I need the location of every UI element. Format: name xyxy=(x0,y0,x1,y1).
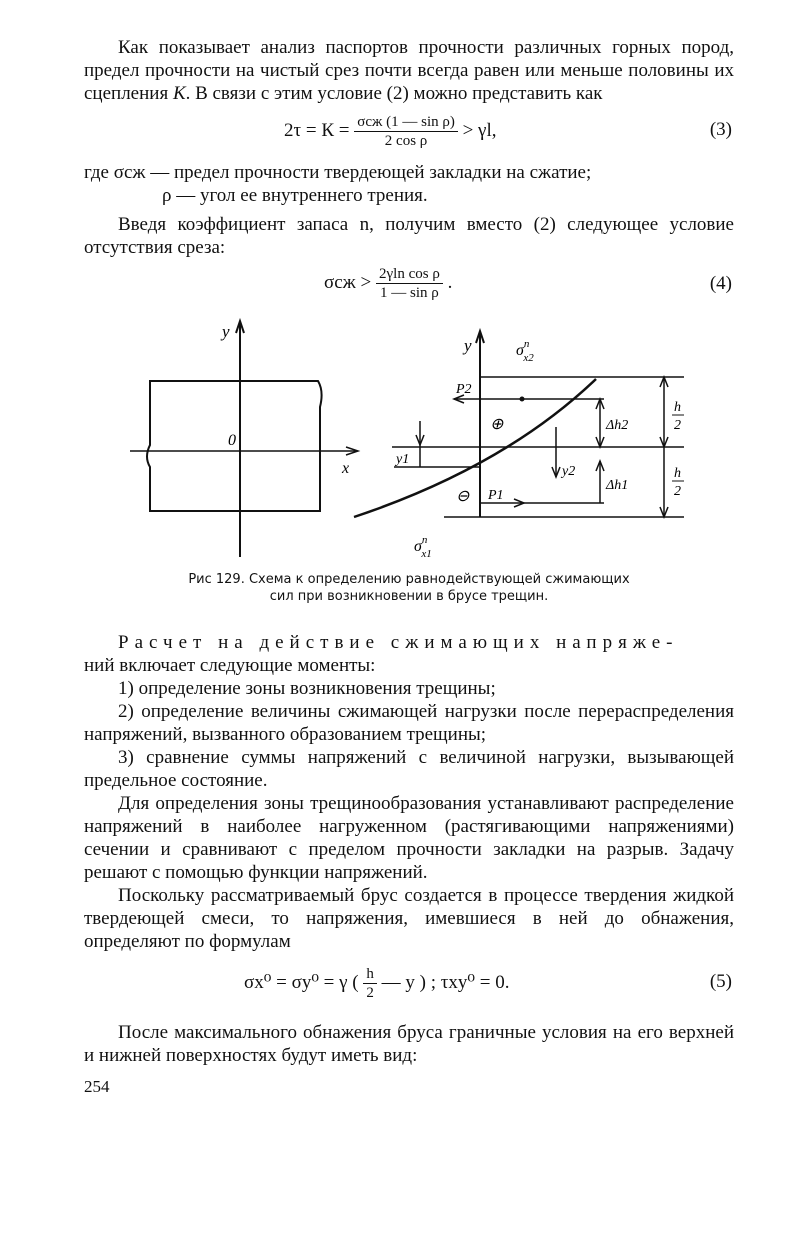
eq4-fraction: $\frac{\text{2γln cos ρ}}{\text{1 — sin ρ}}$ xyxy=(376,265,443,302)
page-number: 254 xyxy=(84,1077,110,1096)
paragraph-intro: Как показывает анализ паспортов прочности различных горных пород, предел прочности на чистый срез почти всегда равен или меньше половины их сцепления К. В связи с этим условие (2) можно представить как xyxy=(84,37,734,104)
equation-number-4: (4) xyxy=(709,273,732,294)
equation-5: σx⁰ = σy⁰ = γ ( $\frac{h}{2}$ — y ) ; τxy⁰ = 0. (5) xyxy=(244,966,732,1001)
paragraph-crack-zone: Для определения зоны трещинообразования устанавливают распределение напряжений в наиболее нагруженном (растягивающими напряжениями) сечении и сравнивают с пределом прочности закладки на разрыв. Задачу решают с помощью функции напряжений. xyxy=(84,793,734,883)
list-item-2: 2) определение величины сжимающей нагрузки после перераспределения напряжений, вызванного образованием трещины; xyxy=(84,701,734,745)
list-item-1: 1) определение зоны возникновения трещины; xyxy=(118,678,496,699)
p1-label: P1 xyxy=(488,488,504,503)
figure-caption-line-2: сил при возникновении в брусе трещин. xyxy=(269,589,549,604)
h2-bottom-num: h xyxy=(674,466,681,481)
sigma-x1-label: $\sigma^n$ x1 xyxy=(414,534,432,560)
h2-top-den: 2 xyxy=(674,418,681,433)
page-body xyxy=(84,36,734,1067)
where-line-2: ρ — угол ее внутреннего трения. xyxy=(162,185,428,206)
equation-number-5: (5) xyxy=(709,971,732,992)
list-item-3: 3) сравнение суммы напряжений с величиной нагрузки, вызывающей предельное состояние. xyxy=(84,747,734,791)
minus-zone-icon: ⊖ xyxy=(456,488,470,505)
equation-4: σсж > $\frac{\text{2γln cos ρ}}{\text{1 — sin ρ}}$ . (4) xyxy=(324,266,732,301)
h2-top-num: h xyxy=(674,400,681,415)
sigma-x2-label: $\sigma^n$ x2 xyxy=(516,338,534,364)
dh1-label: Δh1 xyxy=(606,478,629,493)
beam-section-diagram xyxy=(130,321,358,557)
p2-label: P2 xyxy=(456,382,472,397)
eq3-fraction: $\frac{\text{σсж (1 — sin ρ)}}{\text{2 cos ρ}}$ xyxy=(354,113,458,150)
left-y-label: y xyxy=(222,322,230,341)
dh2-label: Δh2 xyxy=(606,418,629,433)
y2-label: y2 xyxy=(562,464,576,479)
equation-number-3: (3) xyxy=(709,119,732,140)
figure-caption-line-1: Рис 129. Схема к определению равнодействующей сжимающих xyxy=(188,572,630,587)
origin-label: 0 xyxy=(228,432,236,449)
y1-label: y1 xyxy=(396,452,410,467)
p2-point xyxy=(520,397,525,402)
paragraph-safety: Введя коэффициент запаса n, получим вместо (2) следующее условие отсутствия среза: xyxy=(84,214,734,258)
equation-3: 2τ = К = $\frac{\text{σсж (1 — sin ρ)}}{\text{2 cos ρ}}$ > γl, (3) xyxy=(284,114,732,149)
plus-zone-icon: ⊕ xyxy=(490,416,504,433)
left-x-label: x xyxy=(342,460,350,477)
paragraph-calculation: Расчет на действие сжимающих напряже- ний включает следующие моменты: xyxy=(84,632,679,676)
where-line-1: где σсж — предел прочности твердеющей закладки на сжатие; xyxy=(84,162,592,183)
eq5-fraction: $\frac{h}{2}$ xyxy=(363,965,377,1002)
figure-129 xyxy=(84,317,734,567)
paragraph-hardening: Поскольку рассматриваемый брус создается в процессе твердения жидкой твердеющей смеси, то напряжения, имевшиеся в ней до обнажения, определяют по формулам xyxy=(84,885,734,952)
right-y-label: y xyxy=(464,336,472,355)
h2-bottom-den: 2 xyxy=(674,484,681,499)
paragraph-boundary: После максимального обнажения бруса граничные условия на его верхней и нижней поверхностях будут иметь вид: xyxy=(84,1022,734,1066)
